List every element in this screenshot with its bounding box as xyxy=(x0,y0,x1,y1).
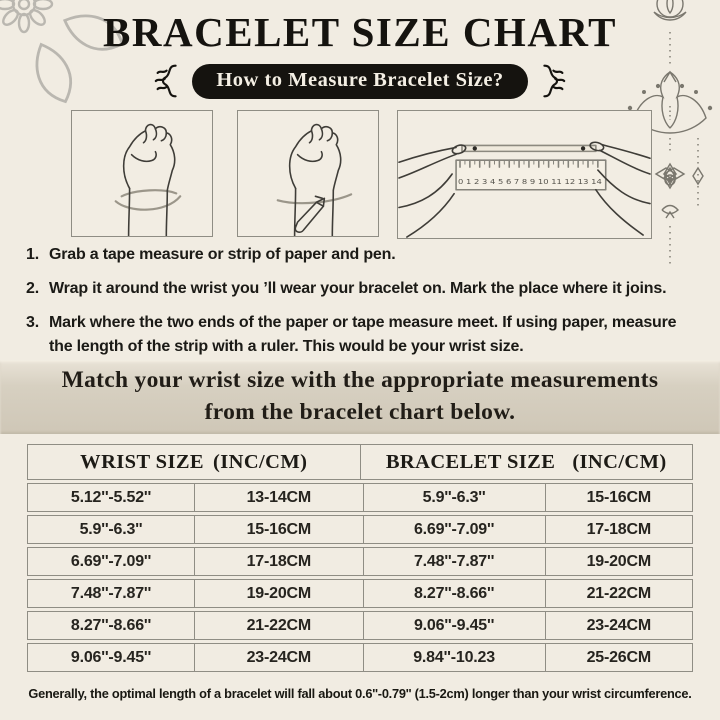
instruction-item-2 xyxy=(26,277,702,302)
wrist-size-inch: 8.27''-8.66'' xyxy=(70,616,152,634)
table-row xyxy=(27,579,693,608)
bracelet-size-inch: 7.48''-7.87'' xyxy=(363,548,545,575)
table-header-wrist: WRIST SIZE (INC/CM) xyxy=(80,450,308,473)
bracelet-size-inch: 9.06''-9.45'' xyxy=(363,612,545,639)
wrist-size-cm: 19-20CM xyxy=(194,580,363,607)
instruction-text: Wrap it around the wrist you ’ll wear your bracelet on. Mark the place where it joins. xyxy=(49,279,667,297)
wrist-size-inch: 7.48''-7.87'' xyxy=(70,584,152,602)
instructions-list xyxy=(26,243,702,369)
flourish-right-icon xyxy=(539,62,566,100)
bracelet-size-cm: 25-26CM xyxy=(545,644,692,671)
instruction-text: Mark where the two ends of the paper or tape measure meet. If using paper, measure the length of the strip with a ruler. This would be your wrist size. xyxy=(49,313,677,356)
table-header-bracelet: BRACELET SIZE (INC/CM) xyxy=(360,445,693,479)
bracelet-size-cm: 21-22CM xyxy=(545,580,692,607)
bracelet-size-inch: 5.9''-6.3'' xyxy=(363,484,545,511)
illustration-hands-with-ruler xyxy=(397,110,652,239)
page-title: BRACELET SIZE CHART xyxy=(103,9,617,55)
flourish-left-icon xyxy=(154,62,181,100)
bracelet-size-cm: 23-24CM xyxy=(545,612,692,639)
instruction-number: 1. xyxy=(26,246,39,263)
bracelet-size-inch: 8.27''-8.66'' xyxy=(363,580,545,607)
table-header-row xyxy=(27,444,693,480)
table-row xyxy=(27,515,693,544)
wrist-size-cm: 17-18CM xyxy=(194,548,363,575)
ruler-numbers: 0 1 2 3 4 5 6 7 8 9 10 11 12 13 14 xyxy=(458,176,603,186)
table-row xyxy=(27,483,693,512)
how-to-badge-row xyxy=(0,62,720,100)
banner-line-1: Match your wrist size with the appropriate measurements xyxy=(61,367,659,394)
size-table xyxy=(27,444,693,672)
wrist-size-cm: 15-16CM xyxy=(194,516,363,543)
wrist-size-cm: 23-24CM xyxy=(194,644,363,671)
instruction-number: 3. xyxy=(26,313,39,331)
bracelet-size-cm: 15-16CM xyxy=(545,484,692,511)
banner-line-2: from the bracelet chart below. xyxy=(204,399,516,425)
illustration-fist-with-strip xyxy=(71,110,213,237)
table-row xyxy=(27,611,693,640)
bracelet-size-cm: 19-20CM xyxy=(545,548,692,575)
bracelet-size-inch: 6.69''-7.09'' xyxy=(363,516,545,543)
bracelet-size-cm: 17-18CM xyxy=(545,516,692,543)
instruction-item-3 xyxy=(26,311,702,361)
match-banner xyxy=(0,360,720,434)
instruction-text: Grab a tape measure or strip of paper and pen. xyxy=(49,246,396,263)
table-row xyxy=(27,547,693,576)
instruction-number: 2. xyxy=(26,279,39,297)
bracelet-size-inch: 9.84''-10.23 xyxy=(363,644,545,671)
illustration-fist-with-pen xyxy=(237,110,379,237)
table-row xyxy=(27,643,693,672)
wrist-size-inch: 6.69''-7.09'' xyxy=(70,552,152,570)
instruction-item-1 xyxy=(26,243,702,268)
wrist-size-cm: 13-14CM xyxy=(194,484,363,511)
wrist-size-cm: 21-22CM xyxy=(194,612,363,639)
how-to-measure-badge: How to Measure Bracelet Size? xyxy=(192,64,527,99)
wrist-size-inch: 9.06''-9.45'' xyxy=(70,648,152,666)
wrist-size-inch: 5.9''-6.3'' xyxy=(79,520,143,538)
wrist-size-inch: 5.12''-5.52'' xyxy=(70,488,152,506)
footer-note: Generally, the optimal length of a bracelet will fall about 0.6''-0.79'' (1.5-2cm) longer than your wrist circumference. xyxy=(28,686,692,701)
